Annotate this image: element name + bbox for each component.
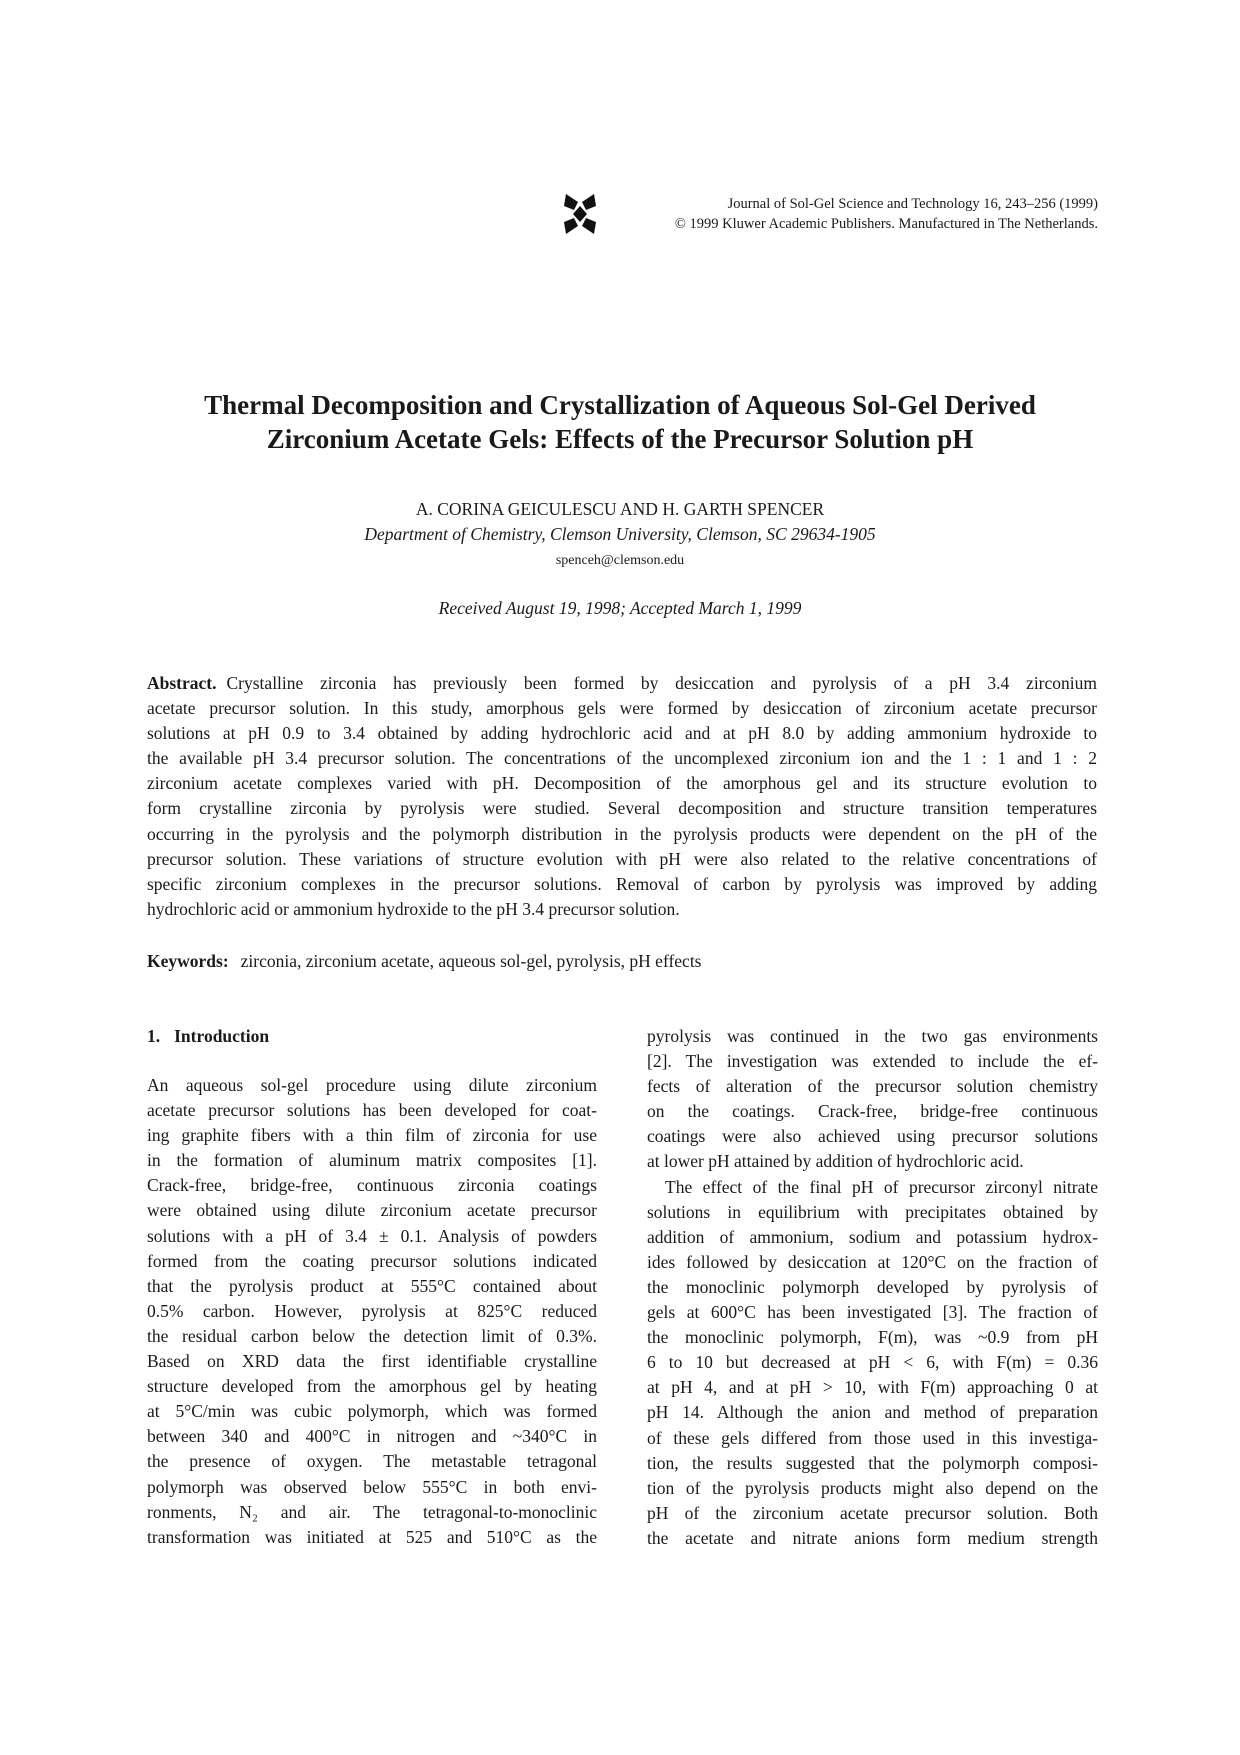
body-text-line: pH of the zirconium acetate precursor solution. Both (647, 1502, 1098, 1523)
body-text-line: in the formation of aluminum matrix composites [1]. (147, 1150, 597, 1171)
body-text-line: transformation was initiated at 525 and 510°C as the (147, 1526, 597, 1547)
body-text-line: the residual carbon below the detection limit of 0.3%. (147, 1325, 597, 1346)
publisher-logo-icon (562, 192, 598, 236)
title-line-1: Thermal Decomposition and Crystallization of Aqueous Sol-Gel Derived (204, 390, 1036, 420)
abstract-line: form crystalline zirconia by pyrolysis were studied. Several decomposition and structure transition temperatures (147, 798, 1097, 819)
keywords-label: Keywords: (147, 951, 229, 971)
body-text-line: the acetate and nitrate anions form medium strength (647, 1527, 1098, 1548)
body-text-line: ing graphite fibers with a thin film of zirconia for use (147, 1125, 597, 1146)
body-text-line: solutions in equilibrium with precipitates obtained by (647, 1201, 1098, 1222)
body-text-line: acetate precursor solutions has been developed for coat- (147, 1100, 597, 1121)
right-column (647, 1024, 1098, 1551)
body-text-line: addition of ammonium, sodium and potassium hydrox- (647, 1226, 1098, 1247)
body-text-line: the monoclinic polymorph, F(m), was ~0.9 from pH (647, 1327, 1098, 1348)
abstract-label: Abstract. (147, 673, 217, 693)
body-text-line: at lower pH attained by addition of hydrochloric acid. (647, 1151, 1024, 1172)
body-text-line: coatings were also achieved using precursor solutions (647, 1126, 1098, 1147)
left-column (147, 1073, 597, 1550)
paper-title (150, 388, 1090, 456)
body-text-line: solutions with a pH of 3.4 ± 0.1. Analysis of powders (147, 1225, 597, 1246)
title-line-2: Zirconium Acetate Gels: Effects of the Precursor Solution pH (266, 424, 974, 454)
affiliation: Department of Chemistry, Clemson University, Clemson, SC 29634-1905 (364, 524, 876, 544)
abstract-line: Crystalline zirconia has previously been formed by desiccation and pyrolysis of a pH 3.4 zirconium (226, 673, 1097, 693)
body-text-line: formed from the coating precursor solutions indicated (147, 1250, 597, 1271)
body-text-line: at pH 4, and at pH > 10, with F(m) approaching 0 at (647, 1377, 1098, 1398)
section-heading (147, 1024, 269, 1049)
journal-info (675, 194, 1098, 234)
body-text-line: structure developed from the amorphous gel by heating (147, 1376, 597, 1397)
section-number: 1. (147, 1026, 161, 1046)
body-text-line: were obtained using dilute zirconium acetate precursor (147, 1200, 597, 1221)
body-text-line: ronments, N₂ and air. The tetragonal-to-monoclinic (147, 1501, 597, 1522)
abstract-line: occurring in the pyrolysis and the polymorph distribution in the pyrolysis products were dependent on the pH of the (147, 823, 1097, 844)
abstract-line: zirconium acetate complexes varied with pH. Decomposition of the amorphous gel and its structure evolution to (147, 773, 1097, 794)
body-text-line: gels at 600°C has been investigated [3]. The fraction of (647, 1302, 1098, 1323)
body-text-line: 0.5% carbon. However, pyrolysis at 825°C reduced (147, 1300, 597, 1321)
body-text-line: of these gels differed from those used in this investiga- (647, 1427, 1098, 1448)
body-text-line: at 5°C/min was cubic polymorph, which was formed (147, 1401, 597, 1422)
body-text-line: tion, the results suggested that the polymorph composi- (647, 1452, 1098, 1473)
body-text-line: ides followed by desiccation at 120°C on the fraction of (647, 1251, 1098, 1272)
author-email: spenceh@clemson.edu (555, 553, 685, 568)
body-text-line: [2]. The investigation was extended to include the ef- (647, 1051, 1098, 1072)
received-accepted-dates: Received August 19, 1998; Accepted March 1, 1999 (438, 598, 802, 618)
abstract-line: hydrochloric acid or ammonium hydroxide to the pH 3.4 precursor solution. (147, 898, 680, 919)
body-text-line: pyrolysis was continued in the two gas environments (647, 1026, 1098, 1046)
abstract-line: the available pH 3.4 precursor solution. The concentrations of the uncomplexed zirconium ion and the 1 : 1 and 1 : 2 (147, 748, 1097, 769)
body-text-line: Based on XRD data the first identifiable crystalline (147, 1351, 597, 1372)
body-text-line: fects of alteration of the precursor solution chemistry (647, 1076, 1098, 1097)
body-text-line: polymorph was observed below 555°C in both envi- (147, 1476, 597, 1497)
body-text-line: between 340 and 400°C in nitrogen and ~340°C in (147, 1426, 597, 1447)
keywords (147, 949, 1097, 974)
body-text-line: Crack-free, bridge-free, continuous zirconia coatings (147, 1175, 597, 1196)
body-text-line: An aqueous sol-gel procedure using dilute zirconium (147, 1075, 597, 1095)
abstract-line: precursor solution. These variations of structure evolution with pH were also related to the relative concentrations of (147, 848, 1097, 869)
abstract-line: specific zirconium complexes in the precursor solutions. Removal of carbon by pyrolysis was improved by adding (147, 873, 1097, 894)
keywords-text: zirconia, zirconium acetate, aqueous sol-gel, pyrolysis, pH effects (240, 951, 702, 971)
body-text-line: on the coatings. Crack-free, bridge-free continuous (647, 1101, 1098, 1122)
abstract (147, 671, 1097, 922)
copyright-notice: © 1999 Kluwer Academic Publishers. Manufactured in The Netherlands. (674, 216, 1098, 232)
abstract-line: acetate precursor solution. In this study, amorphous gels were formed by desiccation of zirconium acetate precursor (147, 698, 1097, 719)
journal-citation: Journal of Sol-Gel Science and Technology 16, 243–256 (1999) (727, 196, 1098, 212)
body-text-line: The effect of the final pH of precursor zirconyl nitrate (665, 1176, 1098, 1197)
body-text-line: pH 14. Although the anion and method of preparation (647, 1402, 1098, 1423)
section-title: Introduction (174, 1026, 270, 1046)
abstract-line: solutions at pH 0.9 to 3.4 obtained by adding hydrochloric acid and at pH 8.0 by adding ammonium hydroxide to (147, 723, 1097, 744)
body-text-line: the presence of oxygen. The metastable tetragonal (147, 1451, 597, 1472)
body-text-line: tion of the pyrolysis products might also depend on the (647, 1477, 1098, 1498)
body-text-line: 6 to 10 but decreased at pH < 6, with F(m) = 0.36 (647, 1352, 1098, 1373)
body-text-line: that the pyrolysis product at 555°C contained about (147, 1275, 597, 1296)
body-text-line: the monoclinic polymorph developed by pyrolysis of (647, 1276, 1098, 1297)
authors: A. CORINA GEICULESCU AND H. GARTH SPENCER (415, 499, 825, 519)
